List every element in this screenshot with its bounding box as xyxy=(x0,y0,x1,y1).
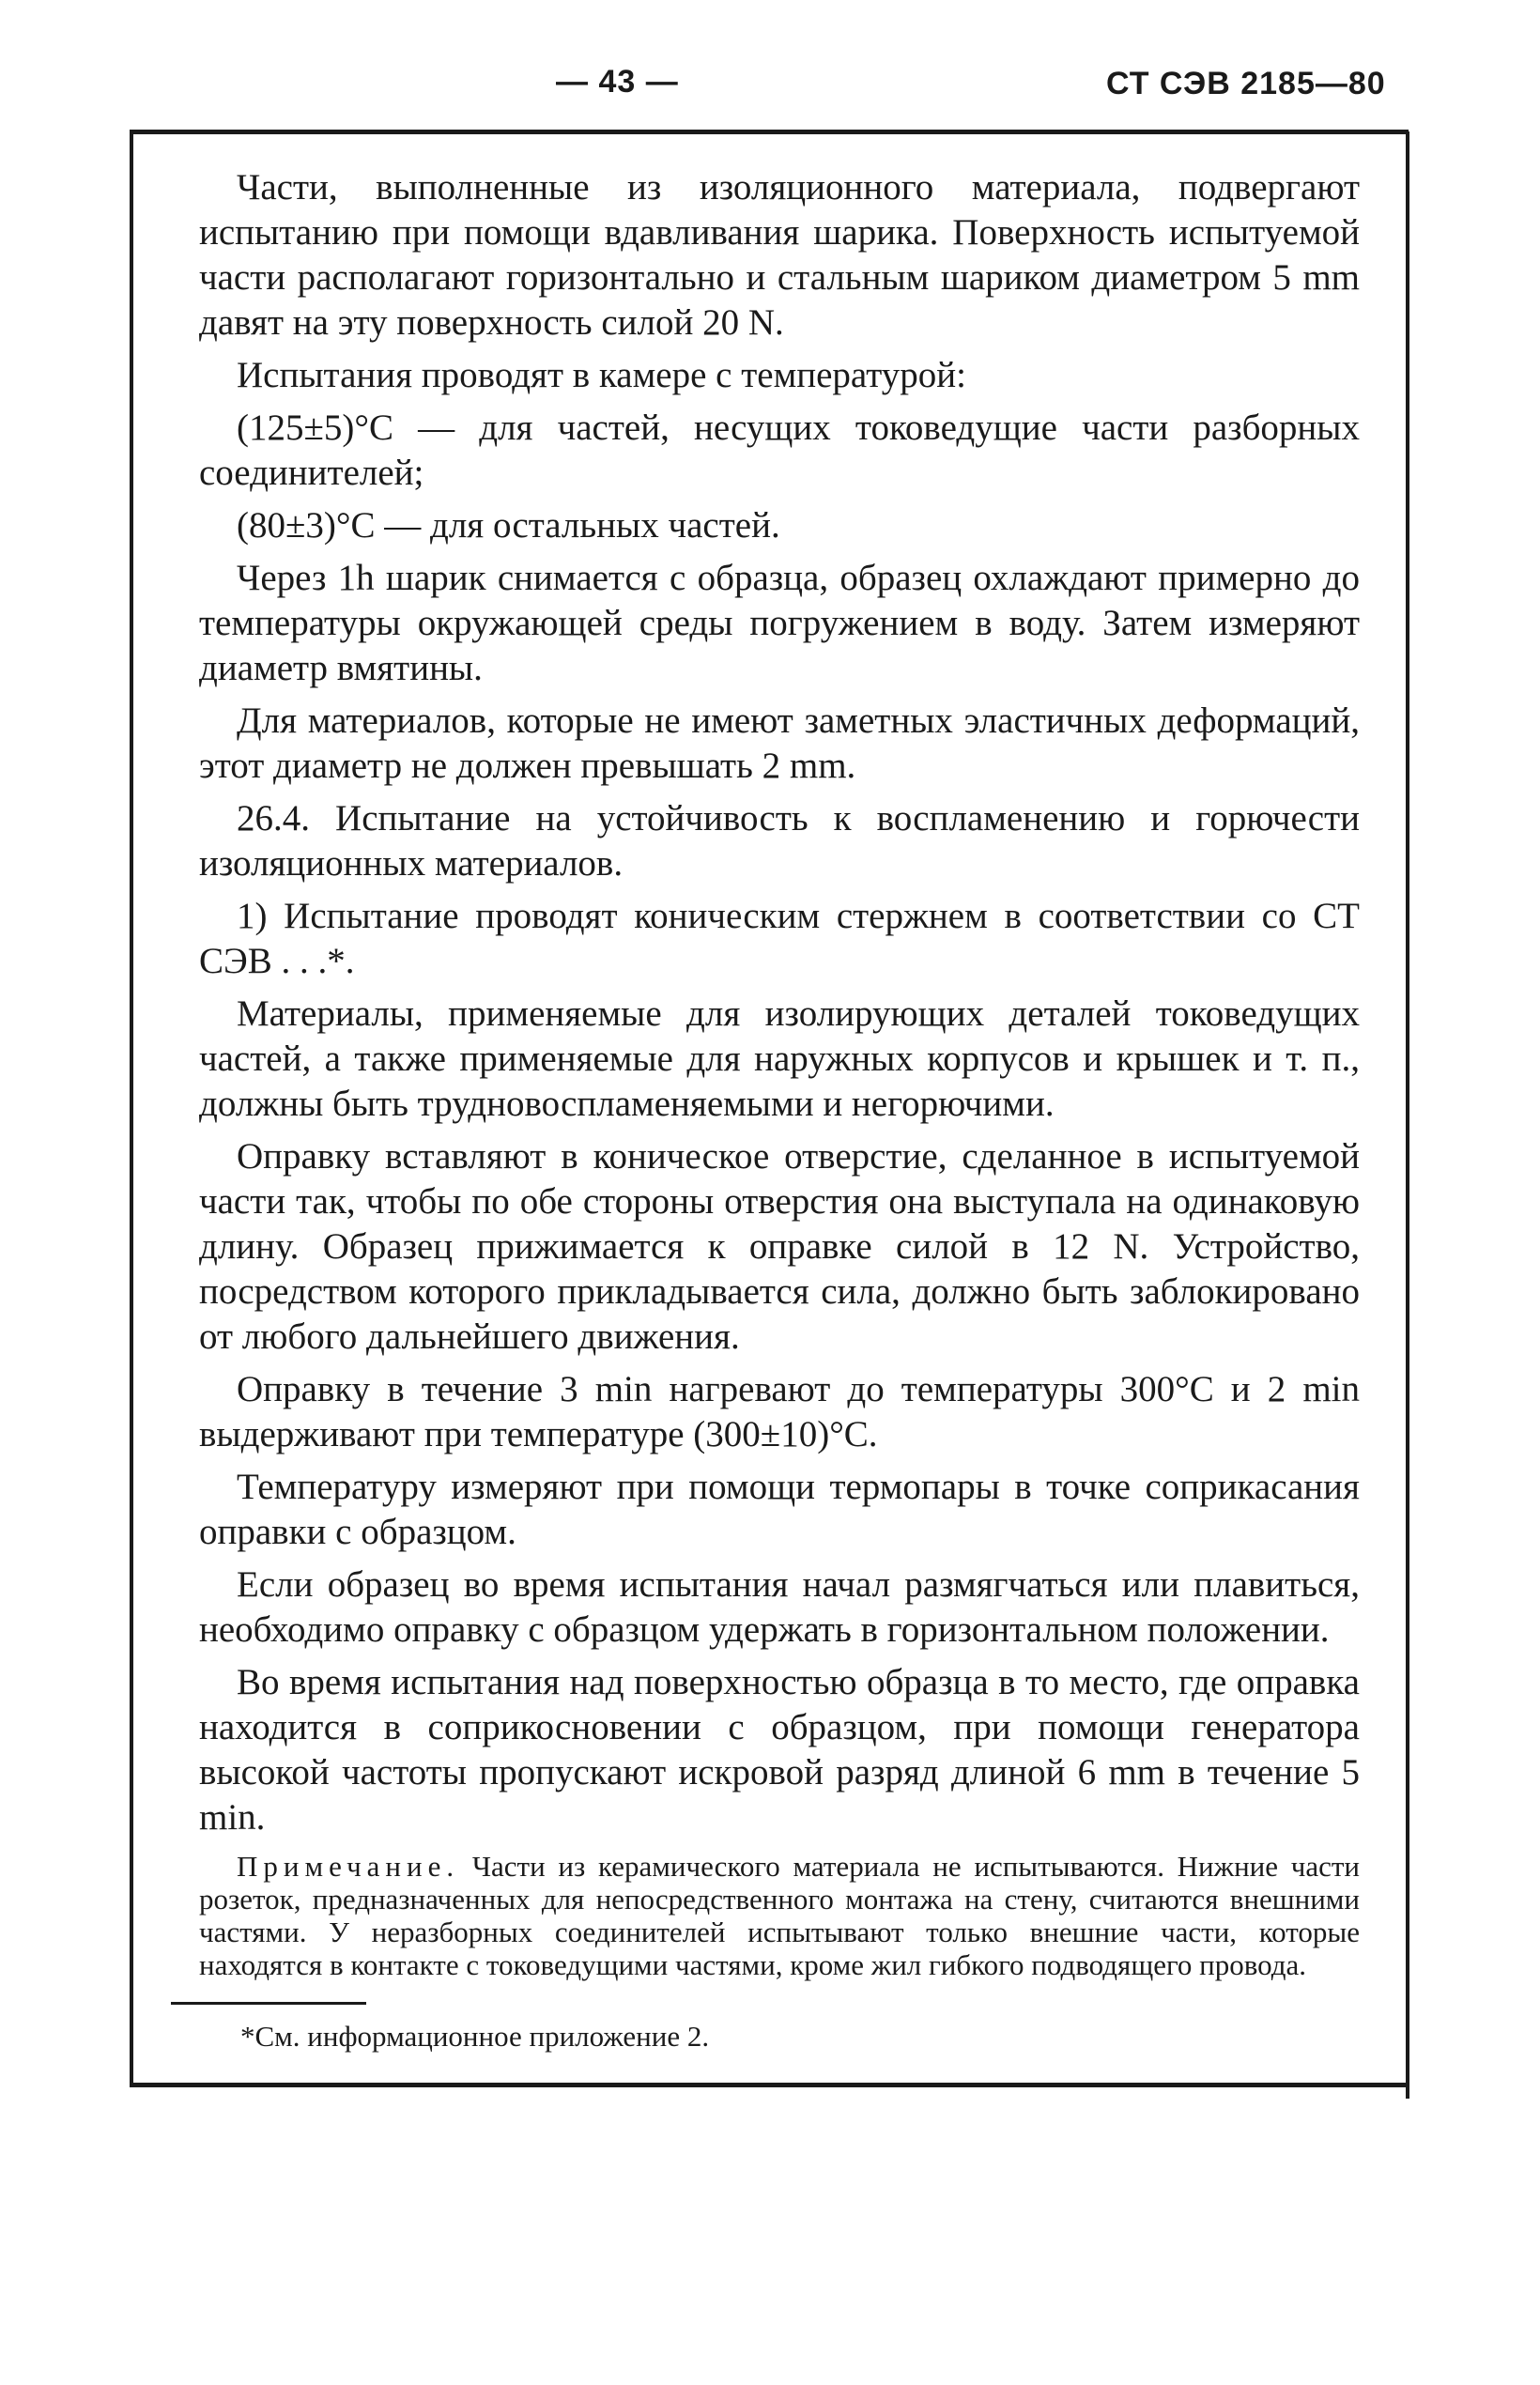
paragraph-heating: Оправку в течение 3 min нагревают до температуры 300°С и 2 min выдерживают при температуре (300±10)°С. xyxy=(199,1369,1360,1454)
paragraph-ball-pressure-test: Части, выполненные из изоляционного материала, подвергают испытанию при помощи вдавливания шарика. Поверхность испытуемой части располагают горизонтально и стальным шариком диаметром 5 mm давят на эту поверхность силой 20 N. xyxy=(199,167,1360,343)
page-body xyxy=(199,165,1360,2054)
frame-bottom-rule xyxy=(130,2083,1409,2087)
footnote-separator xyxy=(171,2002,366,2005)
note-label: Примечание. xyxy=(237,1850,460,1883)
paragraph-conical-rod-test: 1) Испытание проводят коническим стержнем в соответствии со СТ СЭВ . . .*. xyxy=(199,896,1360,981)
paragraph-diameter-limit: Для материалов, которые не имеют заметных эластичных деформаций, этот диаметр не должен превышать 2 mm. xyxy=(199,700,1360,786)
frame-right-rule xyxy=(1406,131,1409,2099)
paragraph-softening: Если образец во время испытания начал размягчаться или плавиться, необходимо оправку с образцом удержать в горизонтальном положении. xyxy=(199,1564,1360,1650)
section-heading-26-4: 26.4. Испытание на устойчивость к воспламенению и горючести изоляционных материалов. xyxy=(199,798,1360,884)
paragraph-mandrel-insertion: Оправку вставляют в коническое отверстие, сделанное в испытуемой части так, чтобы по обе стороны отверстия она выступала на одинаковую длину. Образец прижимается к оправке силой в 12 N. Устройство, посредством которого прикладывается сила, должно быть заблокировано от любого дальнейшего движения. xyxy=(199,1136,1360,1357)
footnote: *См. информационное приложение 2. xyxy=(240,2020,710,2053)
paragraph-spark-discharge: Во время испытания над поверхностью образца в то место, где оправка находится в соприкосновении с образцом, при помощи генератора высокой частоты пропускают искровой разряд длиной 6 mm в течение 5 min. xyxy=(199,1662,1360,1838)
paragraph-temp-connectors: (125±5)°С — для частей, несущих токоведущие части разборных соединителей; xyxy=(199,408,1360,493)
page-number: — 43 — xyxy=(556,64,679,100)
paragraph-temp-other-parts: (80±3)°С — для остальных частей. xyxy=(237,505,780,546)
paragraph-materials: Материалы, применяемые для изолирующих деталей токоведущих частей, а также применяемые для наружных корпусов и крышек и т. п., должны быть трудновоспламеняемыми и негорючими. xyxy=(199,993,1360,1124)
note-text: Части из керамического материала не испытываются. Нижние части розеток, предназначенных для непосредственного монтажа на стену, считаются внешними частями. У неразборных соединителей испытывают только внешние части, которые находятся в контакте с токоведущими частями, кроме жил гибкого подводящего провода. xyxy=(199,1850,1360,1981)
frame-top-rule xyxy=(130,130,1409,134)
paragraph-cooling: Через 1h шарик снимается с образца, образец охлаждают примерно до температуры окружающей среды погружением в воду. Затем измеряют диаметр вмятины. xyxy=(199,558,1360,688)
document-code: СТ СЭВ 2185—80 xyxy=(1106,66,1386,101)
paragraph-thermocouple: Температуру измеряют при помощи термопары в точке соприкасания оправки с образцом. xyxy=(199,1467,1360,1552)
paragraph-chamber-temperature: Испытания проводят в камере с температурой: xyxy=(237,355,966,395)
frame-left-rule xyxy=(130,131,133,2086)
note xyxy=(199,1850,1360,1981)
